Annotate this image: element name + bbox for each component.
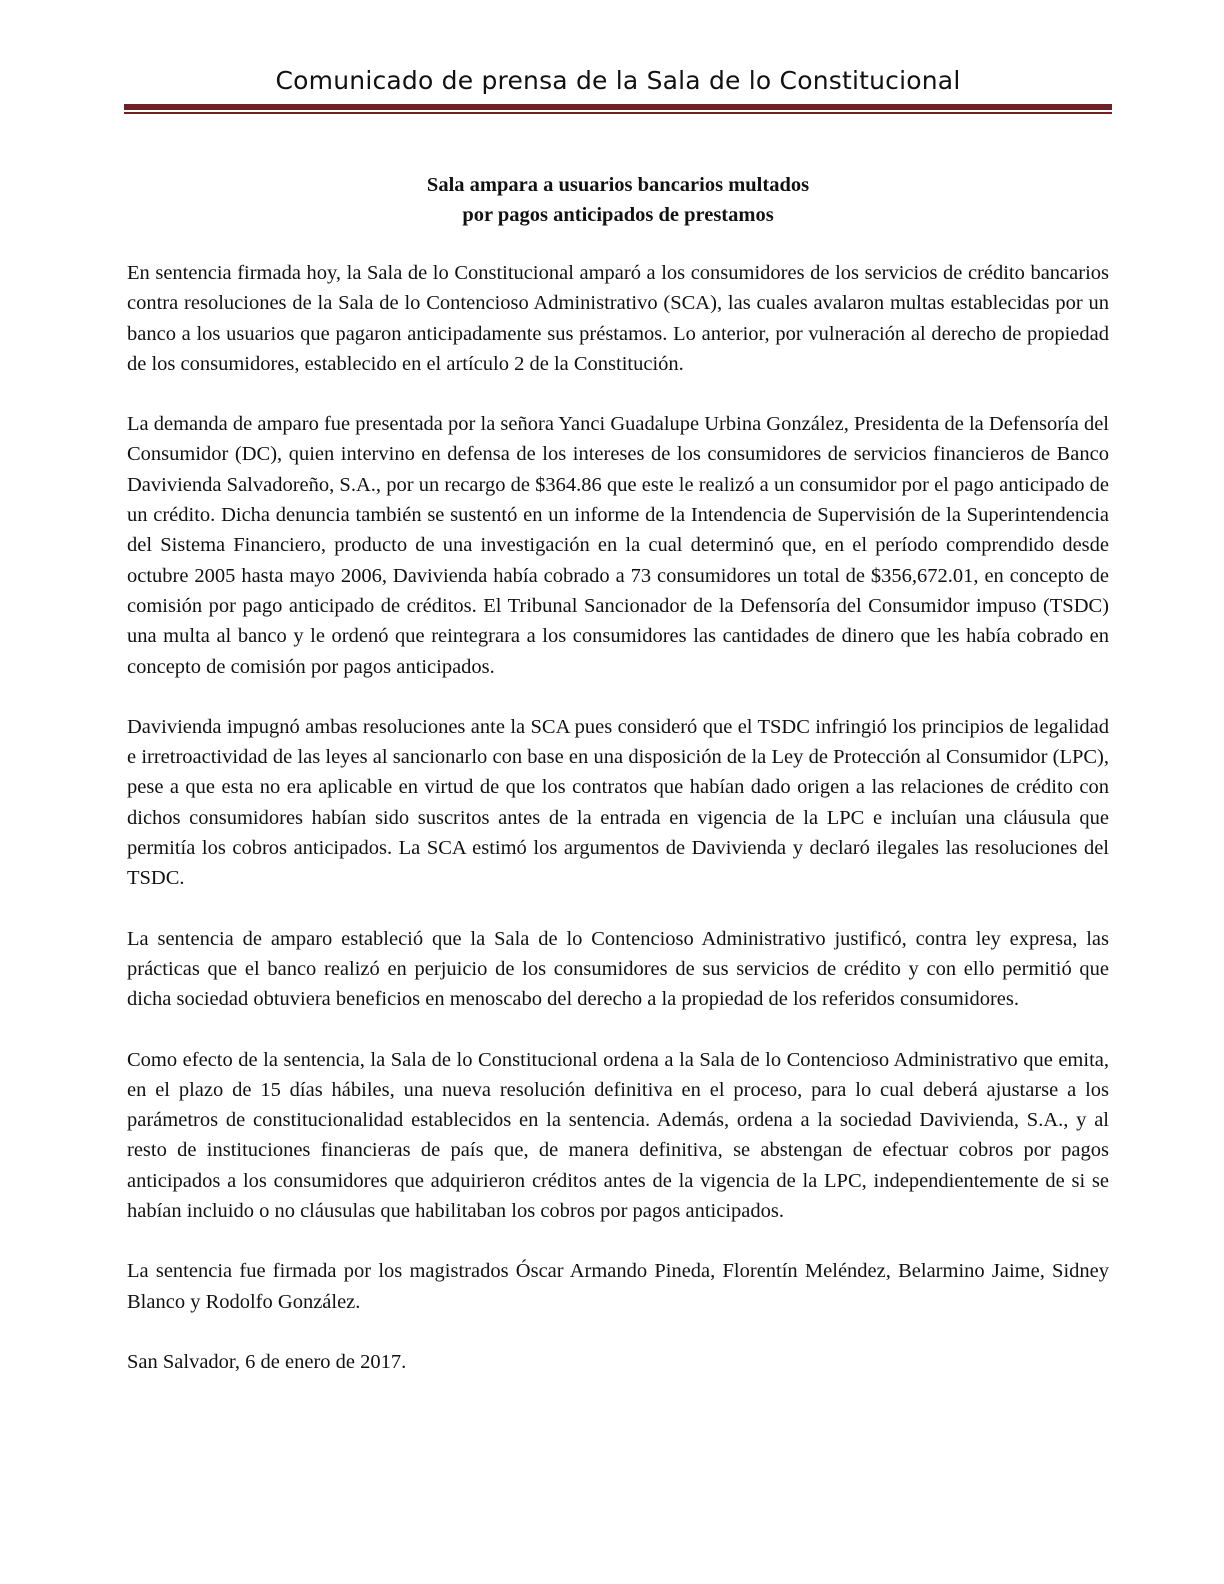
title-line-1: Sala ampara a usuarios bancarios multados (426, 174, 810, 196)
header-title: Comunicado de prensa de la Sala de lo Constitucional (275, 66, 961, 95)
paragraph-effects: Como efecto de la sentencia, la Sala de lo Constitucional ordena a la Sala de lo Contencioso Administrativo que emita, en el plazo de 15 días hábiles, una nueva resolución definitiva en el proceso, para lo cual deberá ajustarse a los parámetros de constitucionalidad establecidos en la sentencia. Además, ordena a la sociedad Davivienda, S.A., y al resto de instituciones financieras de país que, de manera definitiva, se abstengan de efectuar cobros por pagos anticipados a los consumidores que adquirieron créditos antes de la vigencia de la LPC, independientemente de si se habían incluido o no cláusulas que habilitaban los cobros por pagos anticipados. (127, 1048, 1109, 1223)
paragraph-signatories: La sentencia fue firmada por los magistrados Óscar Armando Pineda, Florentín Meléndez, Belarmino Jaime, Sidney Blanco y Rodolfo González. (127, 1260, 1109, 1313)
paragraph-ruling: La sentencia de amparo estableció que la Sala de lo Contencioso Administrativo justificó, contra ley expresa, las prácticas que el banco realizó en perjuicio de los consumidores de sus servicios de crédito y con ello permitió que dicha sociedad obtuviera beneficios en menoscabo del derecho a la propiedad de los referidos consumidores. (127, 927, 1109, 1011)
press-release-body (127, 258, 1109, 1377)
title-line-2: por pagos anticipados de prestamos (462, 204, 774, 226)
press-release-title (124, 170, 1112, 230)
paragraph-demand: La demanda de amparo fue presentada por la señora Yanci Guadalupe Urbina González, Presidenta de la Defensoría del Consumidor (DC), quien intervino en defensa de los intereses de los consumidores de servicios financieros de Banco Davivienda Salvadoreño, S.A., por un recargo de $364.86 que este le realizó a un consumidor por el pago anticipado de un crédito. Dicha denuncia también se sustentó en un informe de la Intendencia de Supervisión de la Superintendencia del Sistema Financiero, producto de una investigación en la cual determinó que, en el período comprendido desde octubre 2005 hasta mayo 2006, Davivienda había cobrado a 73 consumidores un total de $356,672.01, en concepto de comisión por pago anticipado de créditos. El Tribunal Sancionador de la Defensoría del Consumidor impuso (TSDC) una multa al banco y le ordenó que reintegrara a los consumidores las cantidades de dinero que les había cobrado en concepto de comisión por pagos anticipados. (127, 413, 1109, 678)
header-rule-thin (124, 112, 1112, 114)
header-rule-thick (124, 104, 1112, 110)
paragraph-intro: En sentencia firmada hoy, la Sala de lo Constitucional amparó a los consumidores de los servicios de crédito bancarios contra resoluciones de la Sala de lo Contencioso Administrativo (SCA), las cuales avalaron multas establecidas por un banco a los usuarios que pagaron anticipadamente sus préstamos. Lo anterior, por vulneración al derecho de propiedad de los consumidores, establecido en el artículo 2 de la Constitución. (127, 262, 1109, 375)
dateline: San Salvador, 6 de enero de 2017. (127, 1350, 407, 1373)
paragraph-appeal: Davivienda impugnó ambas resoluciones ante la SCA pues consideró que el TSDC infringió los principios de legalidad e irretroactividad de las leyes al sancionarlo con base en una disposición de la Ley de Protección al Consumidor (LPC), pese a que esta no era aplicable en virtud de que los contratos que habían dado origen a las relaciones de crédito con dichos consumidores habían sido suscritos antes de la entrada en vigencia de la LPC e incluían una cláusula que permitía los cobros anticipados. La SCA estimó los argumentos de Davivienda y declaró ilegales las resoluciones del TSDC. (127, 715, 1109, 890)
